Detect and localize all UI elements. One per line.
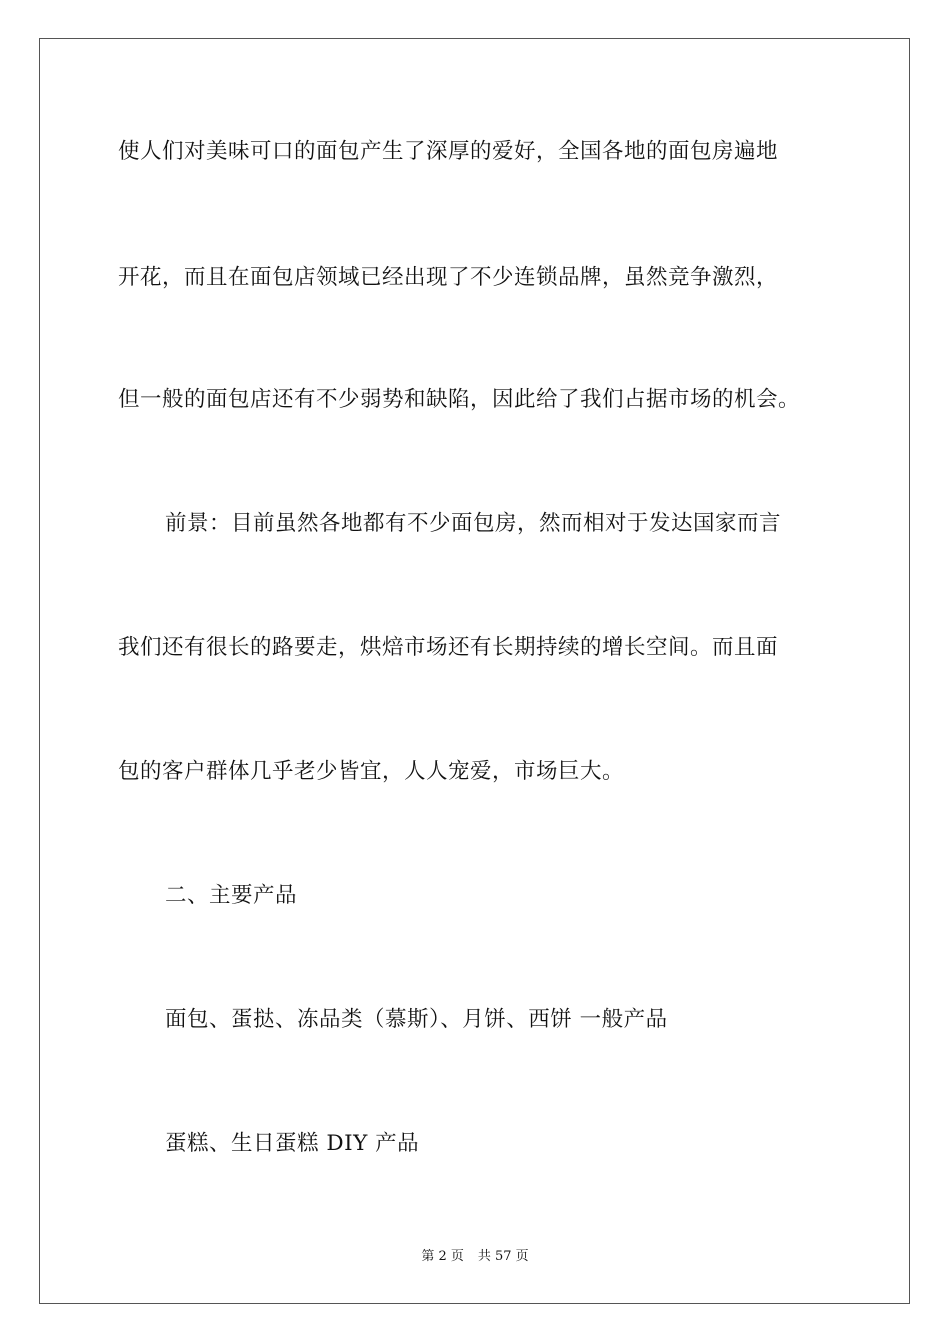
section-heading: 二、主要产品 xyxy=(165,883,298,908)
page-number: 第 2 页 xyxy=(421,1249,464,1264)
page-frame xyxy=(39,38,910,1304)
total-pages: 共 57 页 xyxy=(477,1249,529,1264)
paragraph-line-1: 使人们对美味可口的面包产生了深厚的爱好，全国各地的面包房遍地 xyxy=(118,139,779,164)
paragraph-line-6: 包的客户群体几乎老少皆宜，人人宠爱，市场巨大。 xyxy=(118,759,625,784)
product-line-1: 面包、蛋挞、冻品类（慕斯）、月饼、西饼 一般产品 xyxy=(165,1007,668,1032)
product-line-2: 蛋糕、生日蛋糕 DIY 产品 xyxy=(165,1131,420,1156)
paragraph-line-4: 前景：目前虽然各地都有不少面包房，然而相对于发达国家而言 xyxy=(165,511,782,536)
paragraph-line-2: 开花，而且在面包店领域已经出现了不少连锁品牌，虽然竞争激烈， xyxy=(118,265,779,290)
page-footer xyxy=(0,1248,950,1266)
paragraph-line-5: 我们还有很长的路要走，烘焙市场还有长期持续的增长空间。而且面 xyxy=(118,635,779,660)
paragraph-line-3: 但一般的面包店还有不少弱势和缺陷，因此给了我们占据市场的机会。 xyxy=(118,387,801,412)
